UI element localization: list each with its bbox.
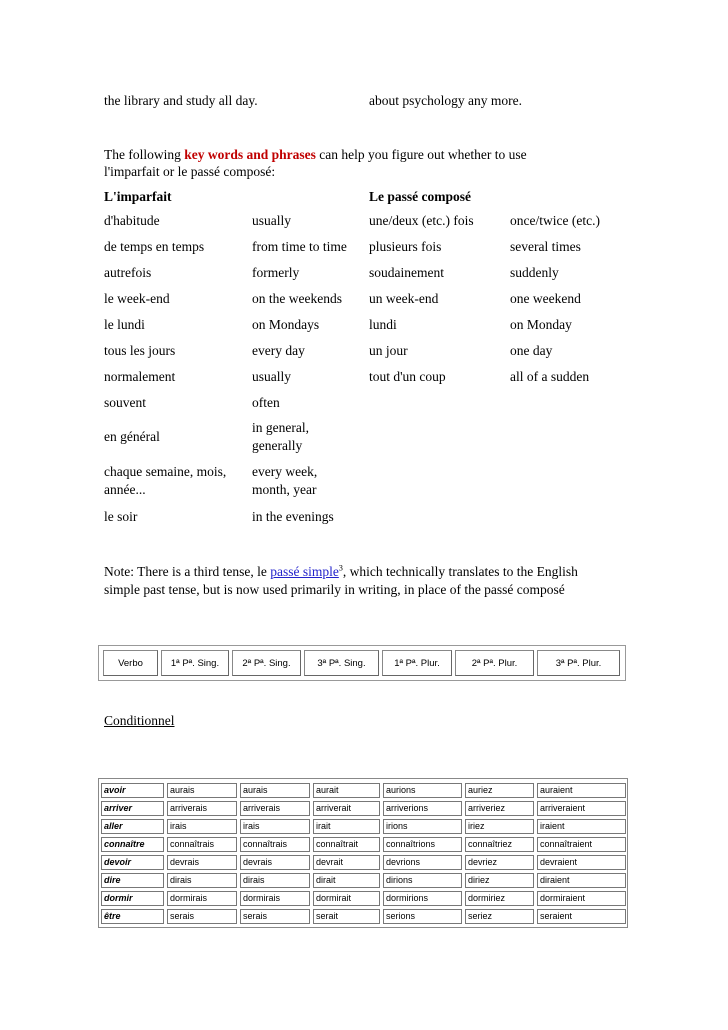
cell-pc-en: one weekend <box>510 291 581 306</box>
cell-imparfait-en: usually <box>252 213 291 228</box>
conjugation-form-cell: connaîtrait <box>313 837 380 852</box>
note-line-1 <box>104 563 578 581</box>
conjugation-form-cell: devrais <box>240 855 310 870</box>
passe-simple-link[interactable]: passé simple <box>270 564 339 579</box>
conjugation-form-cell: connaîtriez <box>465 837 534 852</box>
cell-pc-fr: un week-end <box>369 291 439 306</box>
cell-pc-en: on Monday <box>510 317 572 332</box>
conjugation-form-cell: arriverais <box>240 801 310 816</box>
verbo-header-cell: 2ª Pª. Plur. <box>455 650 534 676</box>
conjugation-form-cell: iriez <box>465 819 534 834</box>
conjugation-form-cell: arriverions <box>383 801 462 816</box>
cell-imparfait-fr: normalement <box>104 369 176 384</box>
conjugation-form-cell: iraient <box>537 819 626 834</box>
conjugation-form-cell: arriveriez <box>465 801 534 816</box>
note-line-2: simple past tense, but is now used primarily in writing, in place of the passé composé <box>104 582 565 597</box>
cell-imparfait-fr: tous les jours <box>104 343 176 358</box>
conjugation-verb-cell: dormir <box>101 891 164 906</box>
conjugation-form-cell: connaîtrais <box>240 837 310 852</box>
cell-imparfait-en-line2: month, year <box>252 482 317 497</box>
cell-imparfait-en: on the weekends <box>252 291 342 306</box>
note-text-after: , which technically translates to the English <box>342 564 578 579</box>
intro-text-after: can help you figure out whether to use <box>315 147 527 162</box>
cell-imparfait-en: from time to time <box>252 239 347 254</box>
cell-pc-fr: plusieurs fois <box>369 239 442 254</box>
cell-pc-fr: soudainement <box>369 265 444 280</box>
conjugation-form-cell: dirait <box>313 873 380 888</box>
conjugation-form-cell: arriverais <box>167 801 237 816</box>
conjugation-form-cell: diraient <box>537 873 626 888</box>
conjugation-form-cell: seriez <box>465 909 534 924</box>
cell-imparfait-fr-line2: année... <box>104 482 146 497</box>
conjugation-form-cell: irais <box>240 819 310 834</box>
conjugation-verb-cell: connaître <box>101 837 164 852</box>
conjugation-form-cell: connaîtrais <box>167 837 237 852</box>
cell-imparfait-en: often <box>252 395 280 410</box>
cell-pc-en: one day <box>510 343 553 358</box>
conjugation-form-cell: irions <box>383 819 462 834</box>
cell-imparfait-en: in the evenings <box>252 509 334 524</box>
cell-pc-fr: tout d'un coup <box>369 369 446 384</box>
conjugation-form-cell: serais <box>167 909 237 924</box>
conjugation-form-cell: dormirions <box>383 891 462 906</box>
conjugation-form-cell: dormiriez <box>465 891 534 906</box>
conjugation-verb-cell: arriver <box>101 801 164 816</box>
verbo-header-cell: 1ª Pª. Sing. <box>161 650 229 676</box>
cell-imparfait-fr: le soir <box>104 509 138 524</box>
cell-imparfait-en: on Mondays <box>252 317 320 332</box>
cell-imparfait-fr: le week-end <box>104 291 170 306</box>
conjugation-form-cell: dormirait <box>313 891 380 906</box>
conjugation-form-cell: dormirais <box>167 891 237 906</box>
conjugation-verb-cell: être <box>101 909 164 924</box>
conjugation-form-cell: devrions <box>383 855 462 870</box>
header-imparfait: L'imparfait <box>104 189 172 204</box>
conjugation-form-cell: serais <box>240 909 310 924</box>
conjugation-form-cell: auraient <box>537 783 626 798</box>
intro-highlight: key words and phrases <box>184 147 316 162</box>
conjugation-form-cell: connaîtraient <box>537 837 626 852</box>
top-line-right: about psychology any more. <box>369 93 522 108</box>
cell-imparfait-fr-line1: chaque semaine, mois, <box>104 464 227 479</box>
cell-imparfait-fr: souvent <box>104 395 146 410</box>
conjugation-form-cell: devriez <box>465 855 534 870</box>
note-text-before: Note: There is a third tense, le <box>104 564 271 579</box>
conjugation-form-cell: dormiraient <box>537 891 626 906</box>
verbo-header-table <box>98 645 626 681</box>
cell-pc-en: all of a sudden <box>510 369 590 384</box>
conjugation-form-cell: dirais <box>167 873 237 888</box>
cell-imparfait-fr: de temps en temps <box>104 239 205 254</box>
verbo-header-cell: 3ª Pª. Plur. <box>537 650 620 676</box>
intro-line-2: l'imparfait or le passé composé: <box>104 164 276 179</box>
conjugation-form-cell: serait <box>313 909 380 924</box>
cell-imparfait-en: formerly <box>252 265 300 280</box>
conjugation-form-cell: arriveraient <box>537 801 626 816</box>
conjugation-verb-cell: aller <box>101 819 164 834</box>
conjugation-verb-cell: devoir <box>101 855 164 870</box>
cell-pc-en: several times <box>510 239 581 254</box>
cell-pc-fr: un jour <box>369 343 408 358</box>
cell-imparfait-en-line1: in general, <box>252 420 309 435</box>
keyword-row <box>104 390 624 416</box>
conjugation-verb-cell: dire <box>101 873 164 888</box>
keyword-row <box>104 312 624 338</box>
conjugation-form-cell: dormirais <box>240 891 310 906</box>
cell-pc-fr: lundi <box>369 317 397 332</box>
conjugation-form-cell: aurait <box>313 783 380 798</box>
conjugation-form-cell: devraient <box>537 855 626 870</box>
intro-text-before: The following <box>104 147 185 162</box>
conjugation-form-cell: dirais <box>240 873 310 888</box>
keyword-row <box>104 234 624 260</box>
footnote-ref[interactable]: 3 <box>338 563 343 573</box>
conjugation-verb-cell: avoir <box>101 783 164 798</box>
conjugation-form-cell: connaîtrions <box>383 837 462 852</box>
conditionnel-heading: Conditionnel <box>104 713 175 728</box>
cell-imparfait-en: every day <box>252 343 305 358</box>
keyword-row <box>104 208 624 234</box>
cell-imparfait-fr: le lundi <box>104 317 145 332</box>
conjugation-form-cell: arriverait <box>313 801 380 816</box>
cell-pc-fr: une/deux (etc.) fois <box>369 213 474 228</box>
conjugation-form-cell: devrais <box>167 855 237 870</box>
keyword-row <box>104 260 624 286</box>
cell-imparfait-en: usually <box>252 369 291 384</box>
conjugation-form-cell: irais <box>167 819 237 834</box>
conjugation-form-cell: aurais <box>167 783 237 798</box>
conjugation-form-cell: serions <box>383 909 462 924</box>
cell-imparfait-en-line2: generally <box>252 438 303 453</box>
cell-imparfait-en-line1: every week, <box>252 464 318 479</box>
conjugation-form-cell: aurais <box>240 783 310 798</box>
conjugation-form-cell: diriez <box>465 873 534 888</box>
verbo-header-cell: 2ª Pª. Sing. <box>232 650 301 676</box>
conjugation-form-cell: seraient <box>537 909 626 924</box>
cell-imparfait-fr: en général <box>104 429 160 444</box>
keyword-row <box>104 338 624 364</box>
intro-line-1 <box>104 146 527 164</box>
conjugation-form-cell: dirions <box>383 873 462 888</box>
cell-pc-en: once/twice (etc.) <box>510 213 600 228</box>
conjugation-form-cell: aurions <box>383 783 462 798</box>
top-line-left: the library and study all day. <box>104 93 258 108</box>
verbo-header-cell: Verbo <box>103 650 158 676</box>
cell-imparfait-fr: autrefois <box>104 265 152 280</box>
cell-pc-en: suddenly <box>510 265 559 280</box>
keyword-row <box>104 364 624 390</box>
conjugation-form-cell: auriez <box>465 783 534 798</box>
keyword-row <box>104 286 624 312</box>
verbo-header-cell: 3ª Pª. Sing. <box>304 650 379 676</box>
verbo-header-cell: 1ª Pª. Plur. <box>382 650 452 676</box>
conjugation-form-cell: irait <box>313 819 380 834</box>
cell-imparfait-fr: d'habitude <box>104 213 160 228</box>
header-passe-compose: Le passé composé <box>369 189 471 204</box>
conjugation-form-cell: devrait <box>313 855 380 870</box>
conjugation-table <box>98 778 628 928</box>
